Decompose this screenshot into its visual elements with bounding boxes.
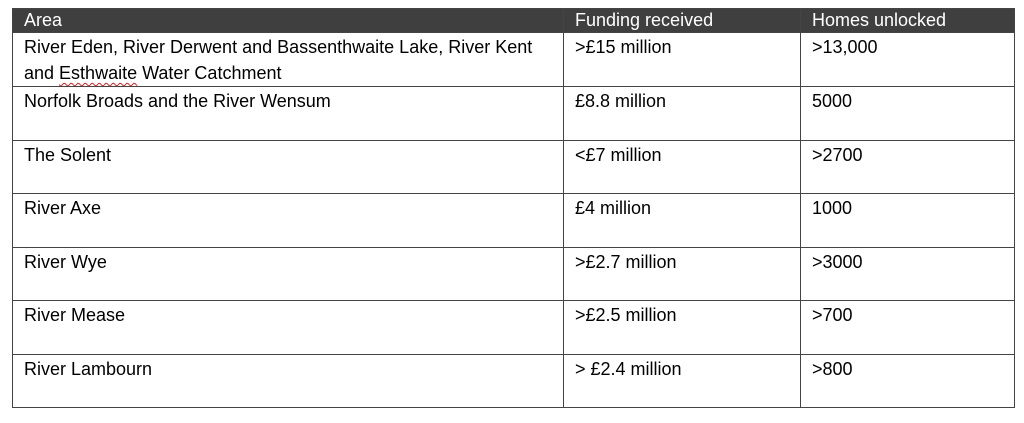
header-funding-received: Funding received [564,9,801,33]
area-cell: The Solent [13,141,564,194]
funding-cell: £4 million [564,194,801,248]
homes-cell: >13,000 [801,33,1015,87]
table-row [13,301,1015,355]
table-row [13,87,1015,141]
spellcheck-flagged-word[interactable]: Esthwaite [59,63,138,83]
funding-cell: > £2.4 million [564,355,801,408]
funding-cell: £8.8 million [564,87,801,141]
table-header-row [13,9,1015,33]
funding-cell: >£2.5 million [564,301,801,355]
funding-table [12,8,1015,408]
area-cell: River Axe [13,194,564,248]
homes-cell: 5000 [801,87,1015,141]
document-page [12,8,1015,408]
table-row [13,194,1015,248]
table-row [13,141,1015,194]
homes-cell: >2700 [801,141,1015,194]
funding-cell: >£2.7 million [564,248,801,301]
area-text: Water Catchment [137,63,282,83]
area-cell: River Mease [13,301,564,355]
header-homes-unlocked: Homes unlocked [801,9,1015,33]
area-cell [13,33,564,87]
funding-cell: <£7 million [564,141,801,194]
homes-cell: 1000 [801,194,1015,248]
area-text: River Eden, River Derwent and Bassenthwaite Lake, River Kent and [24,37,533,83]
homes-cell: >3000 [801,248,1015,301]
table-row [13,355,1015,408]
area-cell: River Wye [13,248,564,301]
funding-cell: >£15 million [564,33,801,87]
area-cell: River Lambourn [13,355,564,408]
area-cell: Norfolk Broads and the River Wensum [13,87,564,141]
homes-cell: >700 [801,301,1015,355]
header-area: Area [13,9,564,33]
homes-cell: >800 [801,355,1015,408]
table-row [13,248,1015,301]
table-row [13,33,1015,87]
